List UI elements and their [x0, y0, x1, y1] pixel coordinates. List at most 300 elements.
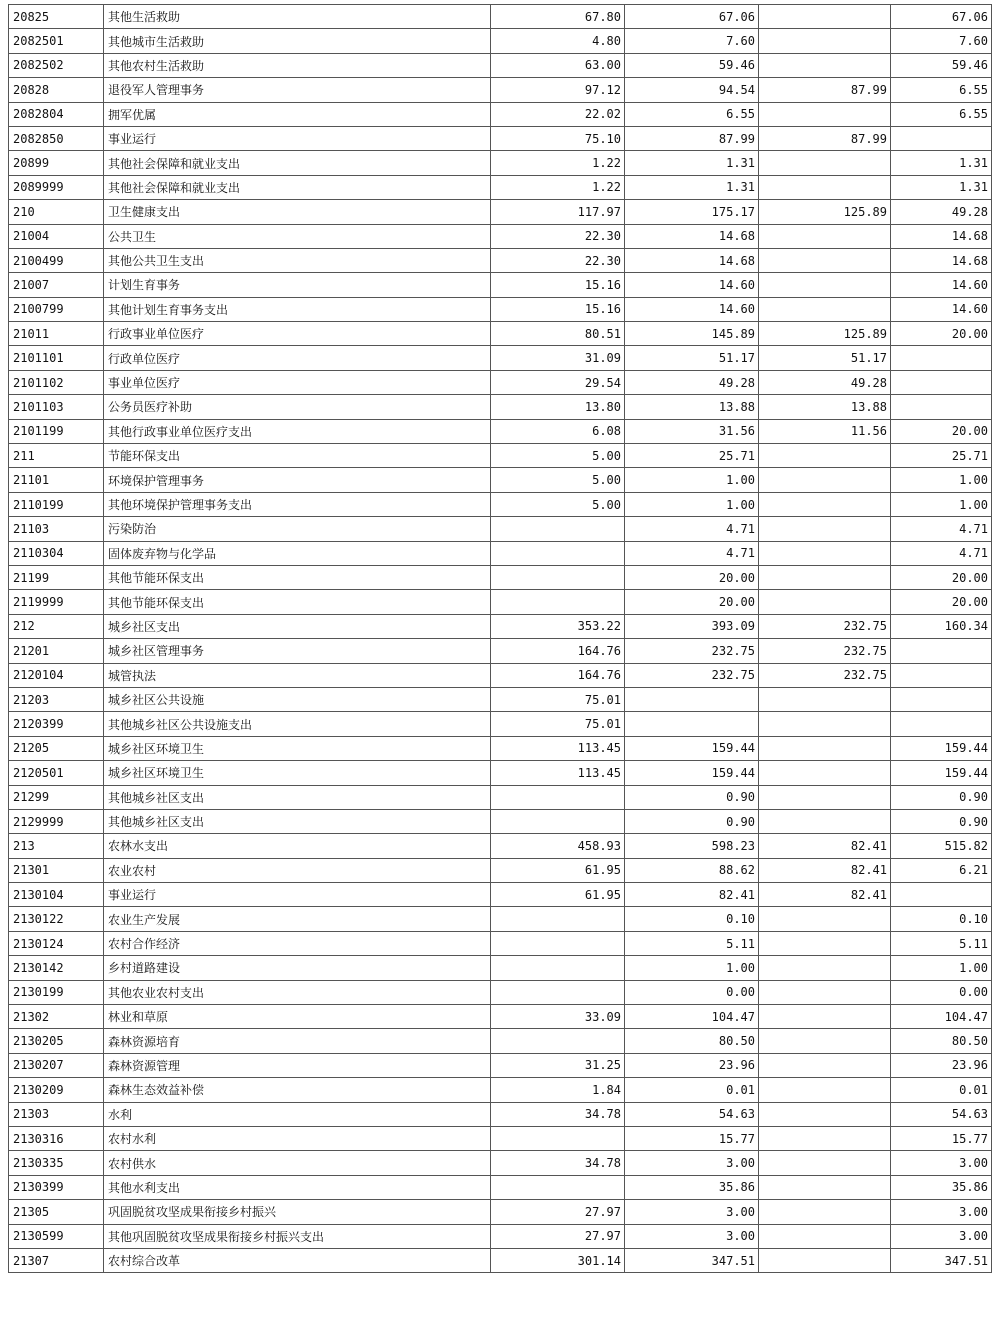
subject-code-cell: 20825 — [9, 5, 104, 29]
table-row — [9, 809, 992, 833]
amount-col3-cell — [759, 590, 891, 614]
amount-col1-cell — [491, 1175, 625, 1199]
amount-col1-cell — [491, 931, 625, 955]
table-body — [9, 5, 992, 1273]
amount-col1-cell: 301.14 — [491, 1248, 625, 1272]
amount-col1-cell — [491, 956, 625, 980]
subject-name-cell: 其他公共卫生支出 — [104, 248, 491, 272]
amount-col2-cell: 14.60 — [625, 273, 759, 297]
table-row — [9, 224, 992, 248]
table-row — [9, 395, 992, 419]
table-row — [9, 1029, 992, 1053]
amount-col4-cell: 15.77 — [891, 1126, 992, 1150]
table-row — [9, 5, 992, 29]
amount-col4-cell: 515.82 — [891, 834, 992, 858]
subject-code-cell: 21302 — [9, 1005, 104, 1029]
amount-col3-cell — [759, 1224, 891, 1248]
amount-col3-cell: 87.99 — [759, 78, 891, 102]
table-row — [9, 1151, 992, 1175]
amount-col4-cell: 160.34 — [891, 614, 992, 638]
amount-col1-cell: 164.76 — [491, 639, 625, 663]
amount-col4-cell: 49.28 — [891, 200, 992, 224]
subject-code-cell: 210 — [9, 200, 104, 224]
amount-col1-cell: 75.10 — [491, 126, 625, 150]
subject-name-cell: 环境保护管理事务 — [104, 468, 491, 492]
subject-name-cell: 其他计划生育事务支出 — [104, 297, 491, 321]
amount-col1-cell — [491, 980, 625, 1004]
subject-name-cell: 其他节能环保支出 — [104, 565, 491, 589]
subject-name-cell: 拥军优属 — [104, 102, 491, 126]
table-row — [9, 126, 992, 150]
subject-name-cell: 公务员医疗补助 — [104, 395, 491, 419]
amount-col1-cell: 113.45 — [491, 761, 625, 785]
amount-col4-cell: 6.55 — [891, 102, 992, 126]
subject-code-cell: 2100799 — [9, 297, 104, 321]
amount-col4-cell: 0.90 — [891, 809, 992, 833]
subject-name-cell: 事业单位医疗 — [104, 370, 491, 394]
amount-col2-cell: 0.01 — [625, 1078, 759, 1102]
amount-col3-cell — [759, 1053, 891, 1077]
amount-col3-cell — [759, 907, 891, 931]
amount-col3-cell — [759, 29, 891, 53]
table-row — [9, 834, 992, 858]
table-row — [9, 590, 992, 614]
amount-col4-cell: 6.21 — [891, 858, 992, 882]
subject-code-cell: 2119999 — [9, 590, 104, 614]
subject-name-cell: 巩固脱贫攻坚成果衔接乡村振兴 — [104, 1200, 491, 1224]
amount-col1-cell: 31.09 — [491, 346, 625, 370]
amount-col3-cell — [759, 785, 891, 809]
amount-col3-cell: 232.75 — [759, 639, 891, 663]
table-row — [9, 419, 992, 443]
amount-col2-cell: 20.00 — [625, 590, 759, 614]
subject-code-cell: 2101199 — [9, 419, 104, 443]
amount-col2-cell: 35.86 — [625, 1175, 759, 1199]
subject-name-cell: 农业生产发展 — [104, 907, 491, 931]
table-row — [9, 785, 992, 809]
table-row — [9, 370, 992, 394]
amount-col4-cell: 14.68 — [891, 224, 992, 248]
amount-col2-cell: 3.00 — [625, 1151, 759, 1175]
subject-code-cell: 2110304 — [9, 541, 104, 565]
table-row — [9, 761, 992, 785]
amount-col4-cell: 4.71 — [891, 541, 992, 565]
amount-col3-cell — [759, 175, 891, 199]
amount-col2-cell: 25.71 — [625, 444, 759, 468]
subject-code-cell: 2130142 — [9, 956, 104, 980]
amount-col4-cell: 20.00 — [891, 419, 992, 443]
amount-col3-cell — [759, 224, 891, 248]
amount-col3-cell — [759, 980, 891, 1004]
amount-col2-cell: 31.56 — [625, 419, 759, 443]
amount-col4-cell: 0.01 — [891, 1078, 992, 1102]
subject-name-cell: 乡村道路建设 — [104, 956, 491, 980]
subject-code-cell: 21203 — [9, 687, 104, 711]
budget-table — [8, 4, 992, 1273]
subject-code-cell: 21011 — [9, 322, 104, 346]
amount-col2-cell: 54.63 — [625, 1102, 759, 1126]
subject-code-cell: 2100499 — [9, 248, 104, 272]
amount-col1-cell: 33.09 — [491, 1005, 625, 1029]
subject-code-cell: 21103 — [9, 517, 104, 541]
subject-code-cell: 2082850 — [9, 126, 104, 150]
amount-col4-cell — [891, 687, 992, 711]
amount-col4-cell: 3.00 — [891, 1151, 992, 1175]
amount-col4-cell: 3.00 — [891, 1200, 992, 1224]
amount-col2-cell: 3.00 — [625, 1224, 759, 1248]
subject-code-cell: 2130122 — [9, 907, 104, 931]
table-row — [9, 492, 992, 516]
amount-col1-cell: 5.00 — [491, 444, 625, 468]
amount-col3-cell — [759, 1102, 891, 1126]
table-row — [9, 517, 992, 541]
subject-name-cell: 农业农村 — [104, 858, 491, 882]
subject-name-cell: 污染防治 — [104, 517, 491, 541]
amount-col3-cell — [759, 956, 891, 980]
table-row — [9, 1175, 992, 1199]
subject-code-cell: 2130399 — [9, 1175, 104, 1199]
amount-col2-cell: 6.55 — [625, 102, 759, 126]
amount-col2-cell: 20.00 — [625, 565, 759, 589]
amount-col3-cell — [759, 5, 891, 29]
amount-col2-cell: 87.99 — [625, 126, 759, 150]
amount-col1-cell — [491, 907, 625, 931]
amount-col2-cell: 15.77 — [625, 1126, 759, 1150]
amount-col2-cell: 23.96 — [625, 1053, 759, 1077]
amount-col4-cell: 1.00 — [891, 492, 992, 516]
amount-col1-cell: 34.78 — [491, 1151, 625, 1175]
table-row — [9, 200, 992, 224]
amount-col3-cell — [759, 468, 891, 492]
subject-code-cell: 21205 — [9, 736, 104, 760]
table-row — [9, 53, 992, 77]
amount-col1-cell: 27.97 — [491, 1200, 625, 1224]
subject-code-cell: 2089999 — [9, 175, 104, 199]
subject-name-cell: 农村供水 — [104, 1151, 491, 1175]
amount-col2-cell: 0.10 — [625, 907, 759, 931]
amount-col4-cell: 67.06 — [891, 5, 992, 29]
table-row — [9, 1102, 992, 1126]
amount-col1-cell: 27.97 — [491, 1224, 625, 1248]
amount-col2-cell: 82.41 — [625, 883, 759, 907]
amount-col2-cell: 80.50 — [625, 1029, 759, 1053]
amount-col3-cell: 232.75 — [759, 614, 891, 638]
subject-name-cell: 其他环境保护管理事务支出 — [104, 492, 491, 516]
amount-col4-cell: 6.55 — [891, 78, 992, 102]
subject-name-cell: 农村水利 — [104, 1126, 491, 1150]
amount-col2-cell: 14.68 — [625, 248, 759, 272]
amount-col2-cell: 159.44 — [625, 761, 759, 785]
amount-col4-cell: 5.11 — [891, 931, 992, 955]
subject-name-cell: 城乡社区环境卫生 — [104, 736, 491, 760]
subject-name-cell: 林业和草原 — [104, 1005, 491, 1029]
subject-name-cell: 其他农业农村支出 — [104, 980, 491, 1004]
amount-col1-cell: 34.78 — [491, 1102, 625, 1126]
amount-col1-cell — [491, 1029, 625, 1053]
subject-code-cell: 212 — [9, 614, 104, 638]
subject-name-cell: 卫生健康支出 — [104, 200, 491, 224]
subject-name-cell: 其他城乡社区公共设施支出 — [104, 712, 491, 736]
amount-col4-cell — [891, 395, 992, 419]
subject-name-cell: 农村合作经济 — [104, 931, 491, 955]
amount-col2-cell: 347.51 — [625, 1248, 759, 1272]
subject-name-cell: 其他生活救助 — [104, 5, 491, 29]
subject-code-cell: 21201 — [9, 639, 104, 663]
subject-name-cell: 事业运行 — [104, 126, 491, 150]
subject-code-cell: 2130599 — [9, 1224, 104, 1248]
amount-col4-cell: 7.60 — [891, 29, 992, 53]
amount-col2-cell: 5.11 — [625, 931, 759, 955]
amount-col1-cell: 63.00 — [491, 53, 625, 77]
subject-name-cell: 节能环保支出 — [104, 444, 491, 468]
table-row — [9, 907, 992, 931]
subject-name-cell: 其他社会保障和就业支出 — [104, 175, 491, 199]
amount-col2-cell: 67.06 — [625, 5, 759, 29]
amount-col4-cell: 59.46 — [891, 53, 992, 77]
amount-col4-cell: 54.63 — [891, 1102, 992, 1126]
amount-col2-cell: 159.44 — [625, 736, 759, 760]
amount-col3-cell — [759, 248, 891, 272]
amount-col2-cell: 1.00 — [625, 956, 759, 980]
amount-col4-cell: 104.47 — [891, 1005, 992, 1029]
table-row — [9, 1248, 992, 1272]
table-row — [9, 297, 992, 321]
amount-col3-cell: 13.88 — [759, 395, 891, 419]
subject-code-cell: 21303 — [9, 1102, 104, 1126]
subject-code-cell: 21307 — [9, 1248, 104, 1272]
subject-name-cell: 计划生育事务 — [104, 273, 491, 297]
amount-col2-cell: 94.54 — [625, 78, 759, 102]
amount-col4-cell — [891, 712, 992, 736]
amount-col1-cell: 80.51 — [491, 322, 625, 346]
amount-col2-cell: 0.00 — [625, 980, 759, 1004]
subject-code-cell: 2082502 — [9, 53, 104, 77]
subject-name-cell: 其他社会保障和就业支出 — [104, 151, 491, 175]
amount-col4-cell: 14.60 — [891, 297, 992, 321]
amount-col1-cell: 75.01 — [491, 712, 625, 736]
subject-name-cell: 行政事业单位医疗 — [104, 322, 491, 346]
table-row — [9, 322, 992, 346]
amount-col2-cell: 4.71 — [625, 541, 759, 565]
table-row — [9, 1126, 992, 1150]
table-row — [9, 980, 992, 1004]
amount-col4-cell: 1.00 — [891, 468, 992, 492]
amount-col1-cell: 61.95 — [491, 858, 625, 882]
subject-code-cell: 2101102 — [9, 370, 104, 394]
table-row — [9, 346, 992, 370]
subject-code-cell: 2130207 — [9, 1053, 104, 1077]
subject-code-cell: 2130199 — [9, 980, 104, 1004]
amount-col3-cell — [759, 541, 891, 565]
amount-col3-cell — [759, 151, 891, 175]
subject-name-cell: 固体废弃物与化学品 — [104, 541, 491, 565]
amount-col1-cell — [491, 809, 625, 833]
amount-col1-cell: 117.97 — [491, 200, 625, 224]
subject-code-cell: 21301 — [9, 858, 104, 882]
subject-name-cell: 水利 — [104, 1102, 491, 1126]
subject-code-cell: 2082501 — [9, 29, 104, 53]
table-row — [9, 736, 992, 760]
table-row — [9, 102, 992, 126]
subject-name-cell: 其他巩固脱贫攻坚成果衔接乡村振兴支出 — [104, 1224, 491, 1248]
subject-code-cell: 2082804 — [9, 102, 104, 126]
amount-col1-cell: 5.00 — [491, 468, 625, 492]
amount-col3-cell — [759, 712, 891, 736]
table-row — [9, 541, 992, 565]
amount-col2-cell: 7.60 — [625, 29, 759, 53]
amount-col3-cell — [759, 1126, 891, 1150]
amount-col4-cell — [891, 663, 992, 687]
amount-col1-cell: 22.02 — [491, 102, 625, 126]
subject-code-cell: 2130335 — [9, 1151, 104, 1175]
subject-name-cell: 其他城乡社区支出 — [104, 785, 491, 809]
amount-col1-cell — [491, 785, 625, 809]
amount-col4-cell: 25.71 — [891, 444, 992, 468]
table-row — [9, 248, 992, 272]
amount-col1-cell: 353.22 — [491, 614, 625, 638]
amount-col2-cell: 59.46 — [625, 53, 759, 77]
amount-col3-cell: 87.99 — [759, 126, 891, 150]
subject-code-cell: 2101103 — [9, 395, 104, 419]
amount-col3-cell — [759, 931, 891, 955]
table-row — [9, 663, 992, 687]
subject-code-cell: 21199 — [9, 565, 104, 589]
subject-code-cell: 213 — [9, 834, 104, 858]
amount-col2-cell: 1.31 — [625, 151, 759, 175]
amount-col1-cell: 15.16 — [491, 273, 625, 297]
amount-col1-cell: 5.00 — [491, 492, 625, 516]
amount-col3-cell — [759, 273, 891, 297]
table-row — [9, 151, 992, 175]
amount-col4-cell: 347.51 — [891, 1248, 992, 1272]
amount-col1-cell: 22.30 — [491, 248, 625, 272]
amount-col4-cell — [891, 346, 992, 370]
subject-name-cell: 森林资源培育 — [104, 1029, 491, 1053]
table-row — [9, 687, 992, 711]
amount-col3-cell: 125.89 — [759, 200, 891, 224]
amount-col2-cell: 598.23 — [625, 834, 759, 858]
subject-name-cell: 事业运行 — [104, 883, 491, 907]
table-row — [9, 175, 992, 199]
amount-col3-cell: 125.89 — [759, 322, 891, 346]
amount-col2-cell: 1.00 — [625, 468, 759, 492]
amount-col2-cell: 1.00 — [625, 492, 759, 516]
subject-name-cell: 其他水利支出 — [104, 1175, 491, 1199]
amount-col2-cell: 232.75 — [625, 663, 759, 687]
amount-col2-cell: 4.71 — [625, 517, 759, 541]
amount-col4-cell: 1.00 — [891, 956, 992, 980]
table-row — [9, 956, 992, 980]
amount-col1-cell: 4.80 — [491, 29, 625, 53]
amount-col4-cell: 80.50 — [891, 1029, 992, 1053]
amount-col1-cell: 61.95 — [491, 883, 625, 907]
amount-col4-cell — [891, 639, 992, 663]
amount-col2-cell: 14.68 — [625, 224, 759, 248]
subject-name-cell: 其他城乡社区支出 — [104, 809, 491, 833]
amount-col1-cell: 97.12 — [491, 78, 625, 102]
amount-col2-cell: 88.62 — [625, 858, 759, 882]
amount-col4-cell: 0.10 — [891, 907, 992, 931]
subject-name-cell: 公共卫生 — [104, 224, 491, 248]
subject-code-cell: 2130124 — [9, 931, 104, 955]
subject-name-cell: 退役军人管理事务 — [104, 78, 491, 102]
amount-col1-cell: 75.01 — [491, 687, 625, 711]
subject-name-cell: 其他城市生活救助 — [104, 29, 491, 53]
subject-code-cell: 21101 — [9, 468, 104, 492]
amount-col3-cell: 82.41 — [759, 834, 891, 858]
subject-name-cell: 其他行政事业单位医疗支出 — [104, 419, 491, 443]
amount-col4-cell: 1.31 — [891, 175, 992, 199]
amount-col4-cell — [891, 883, 992, 907]
amount-col1-cell — [491, 541, 625, 565]
amount-col2-cell: 13.88 — [625, 395, 759, 419]
amount-col3-cell: 49.28 — [759, 370, 891, 394]
amount-col4-cell: 0.90 — [891, 785, 992, 809]
subject-code-cell: 21299 — [9, 785, 104, 809]
amount-col4-cell: 20.00 — [891, 322, 992, 346]
amount-col2-cell: 393.09 — [625, 614, 759, 638]
subject-code-cell: 2129999 — [9, 809, 104, 833]
amount-col4-cell — [891, 126, 992, 150]
table-row — [9, 639, 992, 663]
subject-name-cell: 农村综合改革 — [104, 1248, 491, 1272]
table-row — [9, 78, 992, 102]
subject-name-cell: 森林资源管理 — [104, 1053, 491, 1077]
amount-col3-cell — [759, 761, 891, 785]
amount-col4-cell: 1.31 — [891, 151, 992, 175]
amount-col4-cell: 35.86 — [891, 1175, 992, 1199]
subject-code-cell: 2120501 — [9, 761, 104, 785]
amount-col3-cell — [759, 444, 891, 468]
amount-col3-cell — [759, 1005, 891, 1029]
amount-col3-cell — [759, 1029, 891, 1053]
subject-name-cell: 城管执法 — [104, 663, 491, 687]
amount-col1-cell: 164.76 — [491, 663, 625, 687]
amount-col2-cell: 104.47 — [625, 1005, 759, 1029]
amount-col3-cell: 82.41 — [759, 858, 891, 882]
subject-code-cell: 21305 — [9, 1200, 104, 1224]
amount-col3-cell — [759, 297, 891, 321]
amount-col3-cell — [759, 53, 891, 77]
table-row — [9, 712, 992, 736]
subject-name-cell: 其他农村生活救助 — [104, 53, 491, 77]
amount-col4-cell: 0.00 — [891, 980, 992, 1004]
amount-col1-cell: 1.22 — [491, 175, 625, 199]
amount-col3-cell — [759, 809, 891, 833]
amount-col3-cell — [759, 1248, 891, 1272]
amount-col4-cell: 14.68 — [891, 248, 992, 272]
table-row — [9, 29, 992, 53]
amount-col1-cell: 113.45 — [491, 736, 625, 760]
table-row — [9, 1078, 992, 1102]
table-row — [9, 273, 992, 297]
subject-name-cell: 城乡社区支出 — [104, 614, 491, 638]
subject-name-cell: 城乡社区公共设施 — [104, 687, 491, 711]
amount-col2-cell: 51.17 — [625, 346, 759, 370]
amount-col1-cell: 22.30 — [491, 224, 625, 248]
subject-code-cell: 21004 — [9, 224, 104, 248]
amount-col2-cell: 0.90 — [625, 785, 759, 809]
subject-code-cell: 2110199 — [9, 492, 104, 516]
amount-col4-cell: 159.44 — [891, 736, 992, 760]
amount-col1-cell: 67.80 — [491, 5, 625, 29]
amount-col4-cell: 4.71 — [891, 517, 992, 541]
amount-col3-cell — [759, 517, 891, 541]
amount-col1-cell — [491, 565, 625, 589]
amount-col4-cell: 20.00 — [891, 590, 992, 614]
amount-col1-cell — [491, 517, 625, 541]
subject-code-cell: 2130104 — [9, 883, 104, 907]
